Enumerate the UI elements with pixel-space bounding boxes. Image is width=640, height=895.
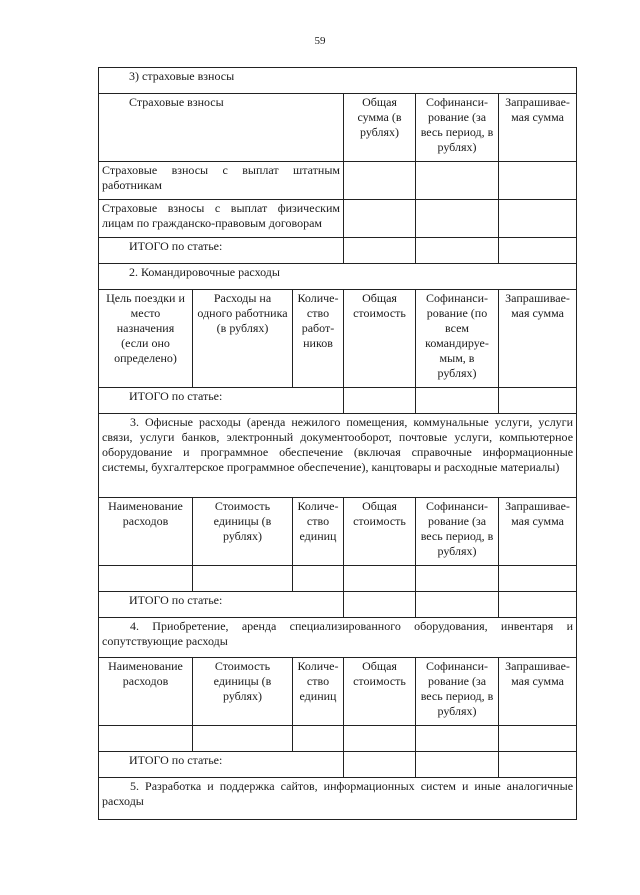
section-title-row xyxy=(99,414,577,498)
table-header-row xyxy=(99,290,577,388)
cell[interactable] xyxy=(416,200,499,238)
cell[interactable] xyxy=(499,726,577,752)
column-header: Наименование расходов xyxy=(99,658,193,726)
table-header-row xyxy=(99,498,577,566)
cell[interactable] xyxy=(416,592,499,618)
column-header: Количе-ство единиц xyxy=(293,658,344,726)
cell[interactable] xyxy=(416,752,499,778)
cell[interactable] xyxy=(293,566,344,592)
row-label: Страховые взносы с выплат штатным работникам xyxy=(99,162,344,200)
cell[interactable] xyxy=(344,162,416,200)
table-row xyxy=(99,566,577,592)
total-row xyxy=(99,592,577,618)
section-title: 3) страховые взносы xyxy=(99,68,577,94)
total-label: ИТОГО по статье: xyxy=(99,388,344,414)
cell[interactable] xyxy=(499,752,577,778)
column-header: Запрашивае-мая сумма xyxy=(499,658,577,726)
section-title: 5. Разработка и поддержка сайтов, информационных систем и иные аналогичные расходы xyxy=(99,778,577,820)
cell[interactable] xyxy=(499,200,577,238)
cell[interactable] xyxy=(344,388,416,414)
page-number: 59 xyxy=(314,35,326,47)
column-header: Количе-ство работ-ников xyxy=(293,290,344,388)
column-header: Общая стоимость xyxy=(344,498,416,566)
total-row xyxy=(99,752,577,778)
table-row xyxy=(99,162,577,200)
section-title-row xyxy=(99,264,577,290)
section-title-row xyxy=(99,68,577,94)
column-header: Количе-ство единиц xyxy=(293,498,344,566)
column-header: Софинанси-рование (за весь период, в рублях) xyxy=(416,658,499,726)
column-header: Запрашивае-мая сумма xyxy=(499,498,577,566)
cell[interactable] xyxy=(193,726,293,752)
column-header: Страховые взносы xyxy=(99,94,344,162)
cell[interactable] xyxy=(344,752,416,778)
cell[interactable] xyxy=(344,592,416,618)
column-header: Расходы на одного работника (в рублях) xyxy=(193,290,293,388)
cell[interactable] xyxy=(293,726,344,752)
total-label: ИТОГО по статье: xyxy=(99,238,344,264)
cell[interactable] xyxy=(499,162,577,200)
cell[interactable] xyxy=(193,566,293,592)
table-header-row xyxy=(99,658,577,726)
column-header: Запрашивае-мая сумма xyxy=(499,94,577,162)
table-header-row xyxy=(99,94,577,162)
column-header: Софинанси-рование (по всем командируе-мым, в рублях) xyxy=(416,290,499,388)
column-header: Запрашивае-мая сумма xyxy=(499,290,577,388)
table-row xyxy=(99,200,577,238)
budget-table xyxy=(98,67,577,820)
total-label: ИТОГО по статье: xyxy=(99,592,344,618)
column-header: Стоимость единицы (в рублях) xyxy=(193,498,293,566)
column-header: Софинанси-рование (за весь период, в рублях) xyxy=(416,498,499,566)
cell[interactable] xyxy=(499,388,577,414)
column-header: Цель поездки и место назначения (если оно определено) xyxy=(99,290,193,388)
cell[interactable] xyxy=(416,388,499,414)
column-header: Софинанси-рование (за весь период, в рублях) xyxy=(416,94,499,162)
section-title: 4. Приобретение, аренда специализированного оборудования, инвентаря и сопутствующие расходы xyxy=(99,618,577,658)
total-row xyxy=(99,238,577,264)
cell[interactable] xyxy=(499,238,577,264)
total-label: ИТОГО по статье: xyxy=(99,752,344,778)
cell[interactable] xyxy=(99,566,193,592)
cell[interactable] xyxy=(344,566,416,592)
cell[interactable] xyxy=(416,238,499,264)
section-title-row xyxy=(99,778,577,820)
column-header: Общая стоимость xyxy=(344,290,416,388)
cell[interactable] xyxy=(344,200,416,238)
column-header: Стоимость единицы (в рублях) xyxy=(193,658,293,726)
section-title: 2. Командировочные расходы xyxy=(99,264,577,290)
column-header: Общая сумма (в рублях) xyxy=(344,94,416,162)
cell[interactable] xyxy=(344,726,416,752)
cell[interactable] xyxy=(416,162,499,200)
cell[interactable] xyxy=(99,726,193,752)
cell[interactable] xyxy=(499,592,577,618)
row-label: Страховые взносы с выплат физическим лицам по гражданско-правовым договорам xyxy=(99,200,344,238)
cell[interactable] xyxy=(344,238,416,264)
cell[interactable] xyxy=(416,726,499,752)
column-header: Наименование расходов xyxy=(99,498,193,566)
section-title-row xyxy=(99,618,577,658)
column-header: Общая стоимость xyxy=(344,658,416,726)
cell[interactable] xyxy=(416,566,499,592)
cell[interactable] xyxy=(499,566,577,592)
table-row xyxy=(99,726,577,752)
section-title: 3. Офисные расходы (аренда нежилого помещения, коммунальные услуги, услуги связи, услуги банков, электронный документооборот, почтовые услуги, компьютерное оборудование и программное обеспечение (включая справочные информационные системы, бухгалтерское программное обеспечение), канцтовары и расходные материалы) xyxy=(99,414,577,498)
total-row xyxy=(99,388,577,414)
